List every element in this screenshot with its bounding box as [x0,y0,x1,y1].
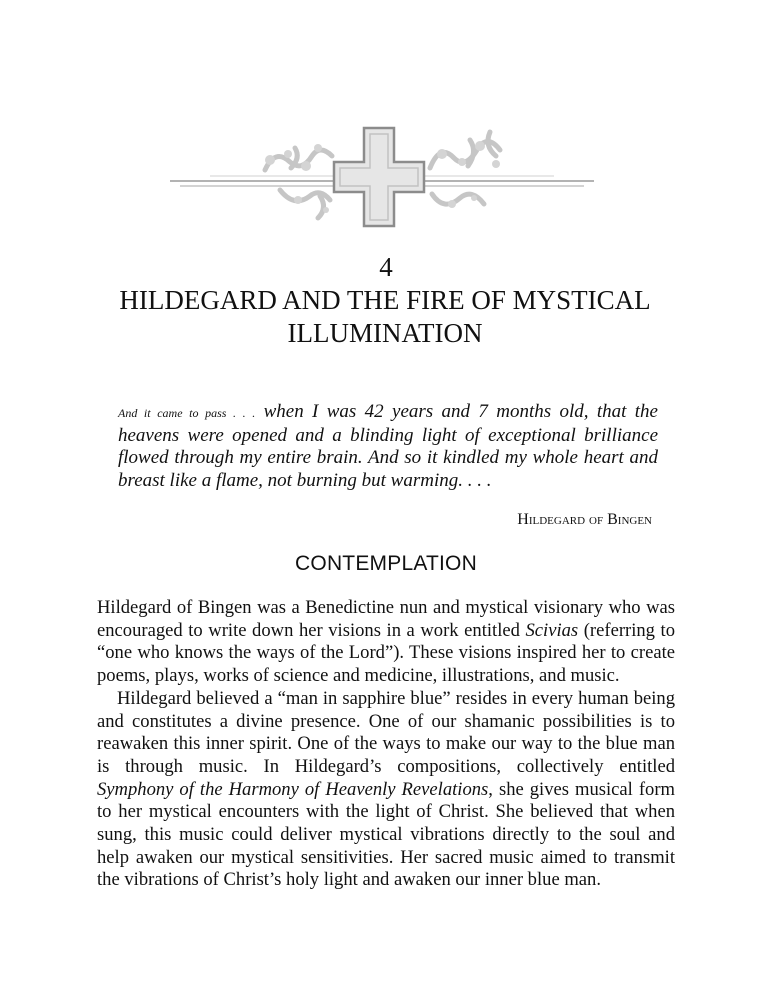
paragraph-1 [97,597,675,688]
paragraph-2-text-a: Hildegard believed a “man in sapphire blue” resides in every human being and constitutes a divine presence. One of our shamanic possibilities is to reawaken this inner spirit. One of the ways to make our way to the blue man is through music. In Hildegard’s compositions, collectively entitled [97,687,675,777]
chapter-title: HILDEGARD AND THE FIRE OF MYSTICAL ILLUMINATION [119,285,651,348]
epigraph-lead: And it came to pass . . . [118,406,256,420]
section-heading: CONTEMPLATION [295,552,477,575]
epigraph-text: when I was 42 years and 7 months old, that the heavens were opened and a blinding light of exceptional brilliance flowed through my entire brain. And so it kindled my whole heart and breast like a flame, not burning but warming. . . . [118,401,658,491]
paragraph-1-text-a: Hildegard of Bingen was a Benedictine nun and mystical visionary who was encouraged to write down her visions in a work entitled [97,597,675,641]
body-text [97,597,675,892]
paragraph-2-text-b: , she gives musical form to her mystical encounters with the light of Christ. She believed that when sung, this music could deliver mystical vibrations directly to the soul and help awaken our mystical sensitivities. Her sacred music aimed to transmit the vibrations of Christ’s holy light and awaken our inner blue man. [97,778,675,891]
work-title-symphony: Symphony of the Harmony of Heavenly Revelations [97,778,489,800]
paragraph-2 [97,688,675,892]
paragraph-1-text-b: (referring to “one who knows the ways of the Lord”). These visions inspired her to create poems, plays, works of science and medicine, illustrations, and music. [97,619,675,687]
cross-vine-ornament-icon [170,118,594,228]
epigraph-attribution: Hildegard of Bingen [517,511,652,528]
chapter-number: 4 [379,252,393,282]
epigraph-quote [118,401,658,492]
work-title-scivias: Scivias [525,619,579,641]
